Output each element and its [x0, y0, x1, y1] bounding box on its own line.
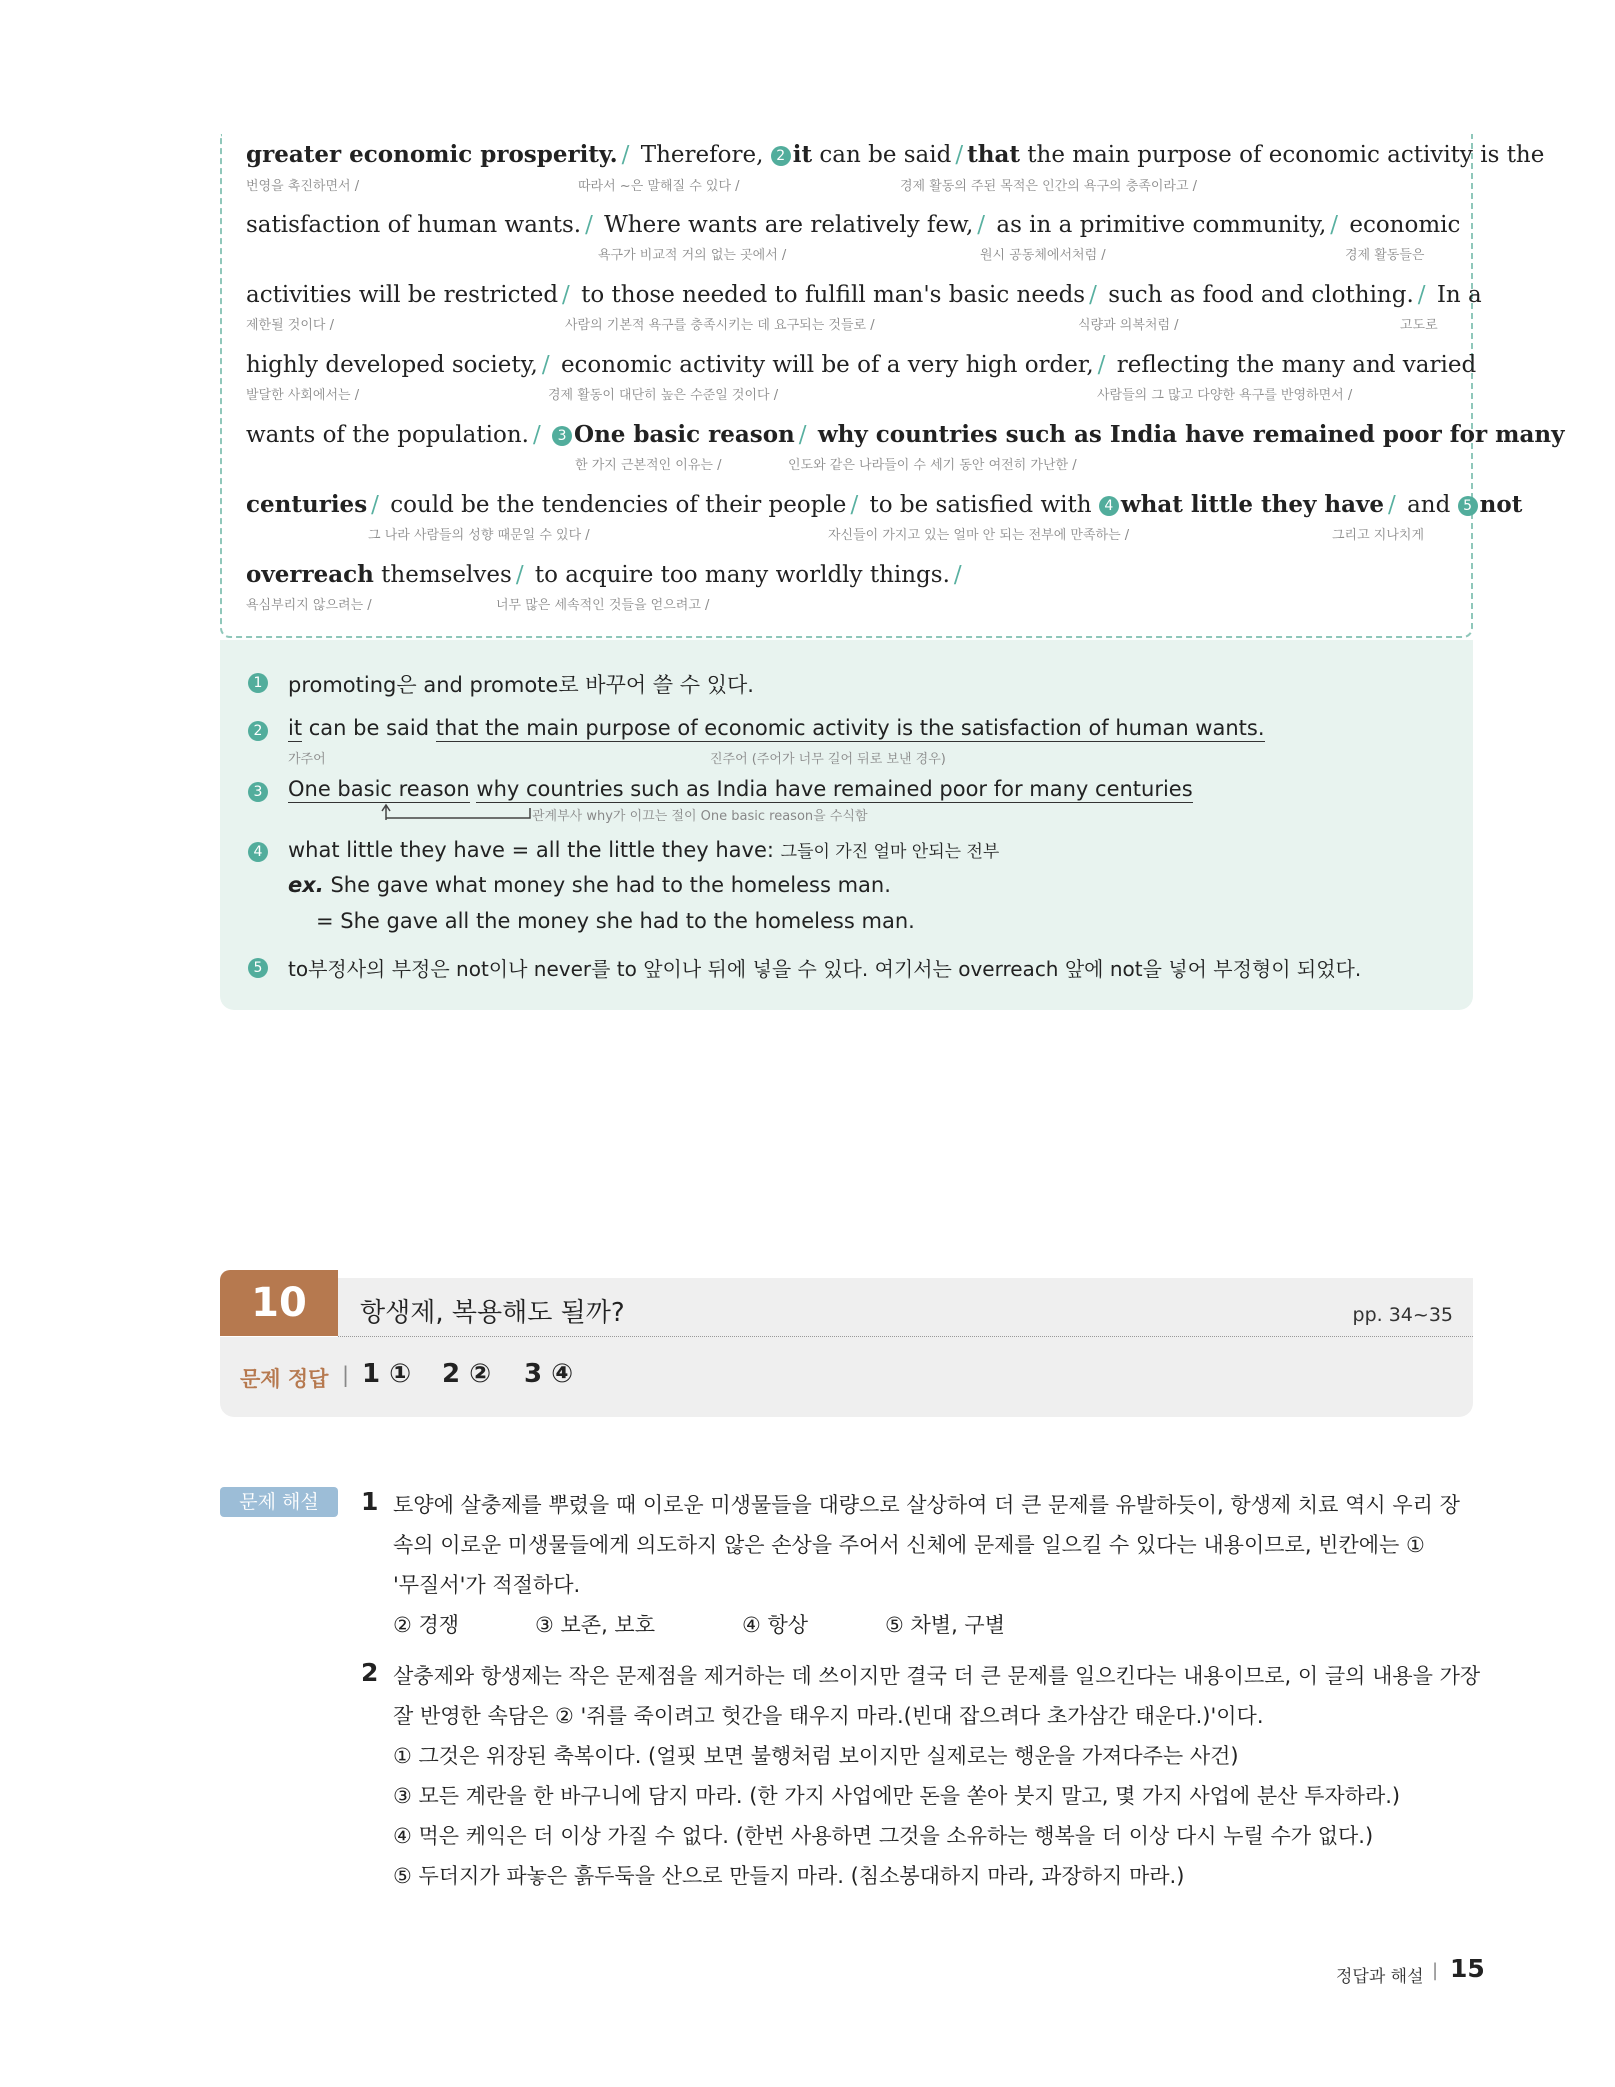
translation: 경제 활동이 대단히 높은 수준일 것이다 /	[548, 388, 779, 403]
note-marker-5: 5	[1458, 496, 1478, 516]
phrase: Therefore,	[640, 142, 764, 168]
note-number-3: 3	[248, 782, 268, 802]
reading-line-6: centuries / could be the tendencies of their people / to be satisfied with 4 what little they have / and 5 not	[246, 491, 1523, 518]
translation: 그 나라 사람들의 성향 때문일 수 있다 /	[368, 528, 590, 543]
note-2-label-that: 진주어 (주어가 너무 길어 뒤로 보낸 경우)	[710, 752, 946, 767]
translation: 한 가지 근본적인 이유는 /	[575, 458, 722, 473]
explanation-2-option-3: ③ 모든 계란을 한 바구니에 담지 마라. (한 가지 사업에만 돈을 쏟아 붓지 말고, 몇 가지 사업에 분산 투자하라.)	[393, 1784, 1401, 1808]
note-2-label-it: 가주어	[288, 752, 326, 767]
translation: 경제 활동들은	[1345, 248, 1425, 263]
note-marker-4: 4	[1099, 496, 1119, 516]
section-pages: pp. 34~35	[1352, 1304, 1453, 1326]
answers-separator: |	[342, 1363, 350, 1387]
footer-label: 정답과 해설	[1336, 1967, 1424, 1987]
translation: 고도로	[1400, 318, 1438, 333]
translation: 경제 활동의 주된 목적은 인간의 욕구의 충족이라고 /	[900, 179, 1198, 194]
page-number: 15	[1450, 1954, 1485, 1983]
phrase: greater economic prosperity.	[246, 141, 618, 168]
translation: 욕구가 비교적 거의 없는 곳에서 /	[598, 248, 787, 263]
option: ② 경쟁	[393, 1613, 460, 1637]
reading-line-4: highly developed society, / economic activity will be of a very high order, / reflecting the many and varied	[246, 352, 1477, 378]
reading-line-7: overreach themselves / to acquire too many worldly things. /	[246, 561, 962, 588]
reading-line-3: activities will be restricted / to those needed to fulfill man's basic needs / such as food and clothing. / In a	[246, 282, 1482, 308]
translation: 발달한 사회에서는 /	[246, 388, 360, 403]
translation: 제한될 것이다 /	[246, 318, 334, 333]
translation: 번영을 촉진하면서 /	[246, 179, 360, 194]
note-number-2: 2	[248, 721, 268, 741]
reading-line-1: greater economic prosperity. / Therefore, 2 it can be said / that the main purpose of economic activity is the	[246, 141, 1545, 168]
translation: 그리고 지나치게	[1332, 528, 1425, 543]
explanation-2-option-4: ④ 먹은 케익은 더 이상 가질 수 없다. (한번 사용하면 그것을 소유하는 행복을 더 이상 다시 누릴 수가 없다.)	[393, 1824, 1374, 1848]
note-1: promoting은 and promote로 바꾸어 쓸 수 있다.	[288, 673, 754, 697]
note-2: it can be said that the main purpose of economic activity is the satisfaction of human wants.	[288, 716, 1265, 740]
option: ⑤ 차별, 구별	[885, 1613, 1005, 1637]
translation: 따라서 ~은 말해질 수 있다 /	[578, 179, 740, 194]
explanation-1-line-3: '무질서'가 적절하다.	[393, 1573, 581, 1597]
explanation-label: 문제 해설	[220, 1487, 338, 1517]
note-number-1: 1	[248, 673, 268, 693]
note-number-5: 5	[248, 958, 268, 978]
reading-line-5: wants of the population. / 3 One basic reason / why countries such as India have remained poor for many	[246, 421, 1565, 448]
section-title-bar	[338, 1278, 1473, 1337]
note-3-label: 관계부사 why가 이끄는 절이 One basic reason을 수식함	[532, 809, 868, 824]
translation: 인도와 같은 나라들이 수 세기 동안 여전히 가난한 /	[788, 458, 1077, 473]
note-3: One basic reason why countries such as India have remained poor for many centuries	[288, 777, 1193, 801]
explanation-2-line-2: 잘 반영한 속담은 ② '쥐를 죽이려고 헛간을 태우지 마라.(빈대 잡으려다 초가삼간 태운다.)'이다.	[393, 1704, 1264, 1728]
note-number-4: 4	[248, 842, 268, 862]
question-number-1: 1	[361, 1487, 379, 1516]
answer-3: 3 ④	[524, 1359, 574, 1389]
note-5: to부정사의 부정은 not이나 never를 to 앞이나 뒤에 넣을 수 있다. 여기서는 overreach 앞에 not을 넣어 부정형이 되었다.	[288, 957, 1362, 981]
translation: 너무 많은 세속적인 것들을 얻으려고 /	[496, 598, 710, 613]
answer-1: 1 ①	[362, 1359, 412, 1389]
note-marker-2: 2	[771, 146, 791, 166]
note-4-example-2: = She gave all the money she had to the homeless man.	[316, 909, 915, 933]
note-4: what little they have = all the little they have: 그들이 가진 얼마 안되는 전부	[288, 838, 1000, 862]
section-number: 10	[220, 1270, 338, 1336]
explanation-2-option-1: ① 그것은 위장된 축복이다. (얼핏 보면 불행처럼 보이지만 실제로는 행운을 가져다주는 사건)	[393, 1744, 1239, 1768]
translation: 원시 공동체에서처럼 /	[980, 248, 1106, 263]
option: ④ 항상	[742, 1613, 809, 1637]
question-number-2: 2	[361, 1658, 379, 1687]
translation: 욕심부리지 않으려는 /	[246, 598, 372, 613]
section-title: 항생제, 복용해도 될까?	[360, 1298, 625, 1328]
translation: 자신들이 가지고 있는 얼마 안 되는 전부에 만족하는 /	[828, 528, 1130, 543]
translation: 사람들의 그 많고 다양한 욕구를 반영하면서 /	[1097, 388, 1353, 403]
answer-2: 2 ②	[442, 1359, 492, 1389]
option: ③ 보존, 보호	[535, 1613, 655, 1637]
reading-line-2: satisfaction of human wants. / Where wants are relatively few, / as in a primitive community, / economic	[246, 212, 1461, 238]
answers-label: 문제 정답	[240, 1367, 329, 1391]
translation: 사람의 기본적 욕구를 충족시키는 데 요구되는 것들로 /	[565, 318, 875, 333]
answers-box	[220, 1337, 1473, 1417]
explanation-1-line-2: 속의 이로운 미생물들에게 의도하지 않은 손상을 주어서 신체에 문제를 일으킬 수 있다는 내용이므로, 빈칸에는 ①	[393, 1533, 1425, 1557]
explanation-1-line-1: 토양에 살충제를 뿌렸을 때 이로운 미생물들을 대량으로 살상하여 더 큰 문제를 유발하듯이, 항생제 치료 역시 우리 장	[393, 1493, 1460, 1517]
explanation-2-line-1: 살충제와 항생제는 작은 문제점을 제거하는 데 쓰이지만 결국 더 큰 문제를 일으킨다는 내용이므로, 이 글의 내용을 가장	[393, 1664, 1481, 1688]
explanation-2-option-5: ⑤ 두더지가 파놓은 흙두둑을 산으로 만들지 마라. (침소봉대하지 마라, 과장하지 마라.)	[393, 1864, 1185, 1888]
modifier-arrow-icon	[380, 802, 540, 822]
translation: 식량과 의복처럼 /	[1078, 318, 1179, 333]
note-4-example: ex. She gave what money she had to the homeless man.	[288, 873, 891, 897]
note-marker-3: 3	[552, 426, 572, 446]
footer-separator: |	[1432, 1960, 1439, 1981]
